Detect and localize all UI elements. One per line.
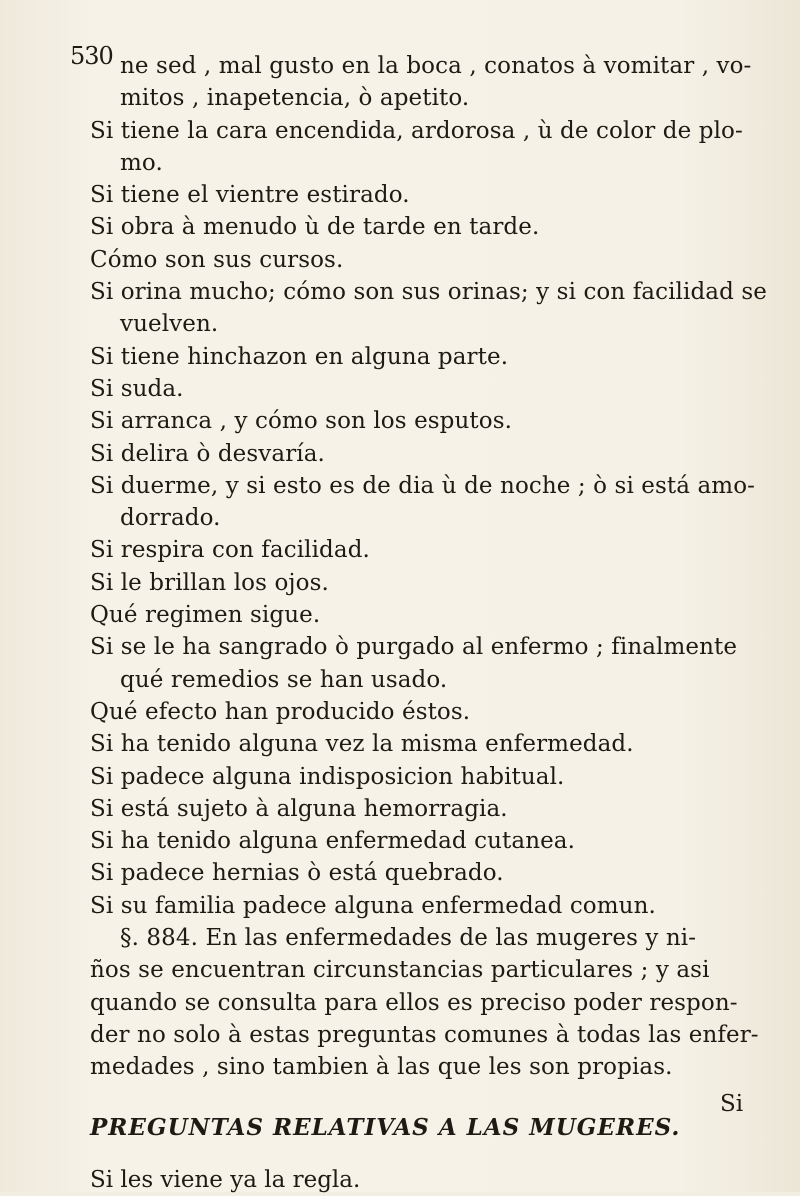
body-text [90, 50, 770, 1196]
text-line: quando se consulta para ellos es preciso poder respon- [90, 989, 738, 1016]
text-line: Si obra à menudo ù de tarde en tarde. [90, 214, 540, 241]
text-line: Si respira con facilidad. [90, 537, 370, 564]
text-line: Si les viene ya la regla. [90, 1166, 361, 1193]
text-line: Si tiene hinchazon en alguna parte. [90, 343, 509, 370]
text-line: Si le brillan los ojos. [90, 569, 329, 596]
text-line: Si ha tenido alguna vez la misma enfermedad. [90, 731, 634, 758]
text-line: Si está sujeto à alguna hemorragia. [90, 795, 508, 822]
text-line: ne sed , mal gusto en la boca , conatos à vomitar , vo- [120, 53, 752, 79]
text-line: Si duerme, y si esto es de dia ù de noche ; ò si está amo- [90, 472, 756, 499]
text-line: mo. [120, 149, 163, 176]
text-line: mitos , inapetencia, ò apetito. [120, 85, 470, 112]
text-line: Qué regimen sigue. [90, 602, 321, 629]
text-line: medades , sino tambien à las que les son propias. [90, 1054, 673, 1081]
text-line: Si padece hernias ò está quebrado. [90, 860, 504, 887]
text-line: Qué efecto han producido éstos. [90, 698, 471, 725]
text-line: Si tiene el vientre estirado. [90, 182, 410, 209]
text-line: Si padece alguna indisposicion habitual. [90, 763, 565, 790]
catchword: Si [720, 1091, 744, 1117]
text-line: Si su familia padece alguna enfermedad comun. [90, 892, 656, 919]
text-line: Cómo son sus cursos. [90, 246, 344, 273]
text-line: Si suda. [90, 375, 184, 402]
text-line: §. 884. En las enfermedades de las mugeres y ni- [120, 925, 697, 952]
text-line: Si se le ha sangrado ò purgado al enfermo ; finalmente [90, 634, 738, 661]
text-line: Si ha tenido alguna enfermedad cutanea. [90, 828, 576, 855]
text-line: Si arranca , y cómo son los esputos. [90, 408, 513, 435]
text-line: Si delira ò desvaría. [90, 440, 325, 467]
text-line: Si tiene la cara encendida, ardorosa , ù de color de plo- [90, 117, 743, 144]
text-line: der no solo à estas preguntas comunes à todas las enfer- [90, 1021, 759, 1048]
text-line: Si orina mucho; cómo son sus orinas; y si con facilidad se [90, 279, 767, 306]
text-line: vuelven. [120, 311, 219, 338]
section-heading: PREGUNTAS RELATIVAS A LAS MUGERES. [90, 1113, 681, 1141]
text-line: dorrado. [120, 505, 221, 532]
text-line: qué remedios se han usado. [120, 666, 448, 693]
text-line: ños se encuentran circunstancias particulares ; y asi [90, 957, 710, 984]
page-number: 530 [70, 42, 113, 70]
